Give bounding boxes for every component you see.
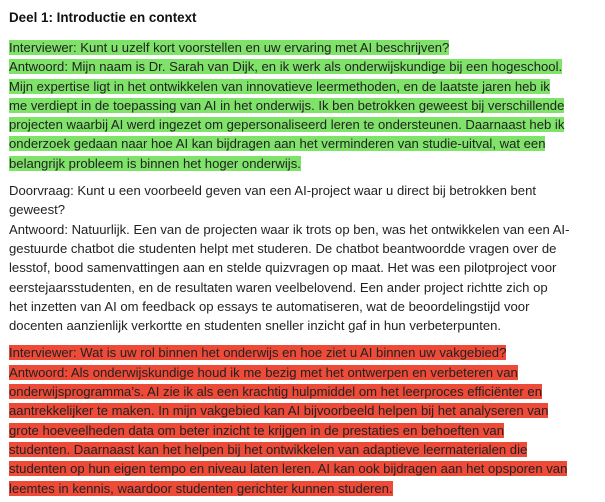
text-line: Interviewer: Wat is uw rol binnen het onderwijs en hoe ziet u AI binnen uw vakgebied? xyxy=(9,345,507,361)
text-line: Antwoord: Mijn naam is Dr. Sarah van Dijk, en ik werk als onderwijskundige bij een hogeschool. xyxy=(9,59,563,75)
text-line: Antwoord: Als onderwijskundige houd ik me bezig met het ontwerpen en verbeteren van xyxy=(9,364,518,380)
text-line: me verdiept in de toepassing van AI in het onderwijs. Ik ben betrokken geweest bij verschillende xyxy=(9,97,565,113)
text-line: leemtes in kennis, waardoor studenten gerichter kunnen studeren. xyxy=(9,480,393,496)
text-line: aantrekkelijker te maken. In mijn vakgebied kan AI bijvoorbeeld helpen bij het analyseren van xyxy=(9,403,549,419)
text-line: gestuurde chatbot die studenten helpt met studeren. De chatbot beantwoordde vragen over de xyxy=(9,240,557,256)
section-heading: Deel 1: Introductie en context xyxy=(9,10,197,25)
document-page xyxy=(9,8,599,502)
interview-block-followup xyxy=(9,181,599,335)
text-line: het inzetten van AI om feedback op essays te automatiseren, wat de beoordelingstijd voor xyxy=(9,298,530,314)
text-line: docenten aanzienlijk verkortte en studenten sneller inzicht gaf in hun verbeterpunten. xyxy=(9,318,502,334)
text-line: Antwoord: Natuurlijk. Een van de projecten waar ik trots op ben, was het ontwikkelen van een AI- xyxy=(9,221,570,237)
text-line: Doorvraag: Kunt u een voorbeeld geven van een AI-project waar u direct bij betrokken bent xyxy=(9,183,536,199)
text-line: geweest? xyxy=(9,202,66,218)
text-line: Interviewer: Kunt u uzelf kort voorstellen en uw ervaring met AI beschrijven? xyxy=(9,40,450,55)
interview-block-intro xyxy=(9,38,599,173)
text-line: studenten. Daarnaast kan het helpen bij het ontwikkelen van adaptieve leermaterialen die xyxy=(9,441,528,457)
text-line: projecten waarbij AI werd ingezet om gepersonaliseerd leren te ondersteunen. Daarnaast heb ik xyxy=(9,117,565,133)
text-line: belangrijk probleem is binnen het hoger onderwijs. xyxy=(9,155,301,171)
text-line: onderwijsprogramma’s. AI zie ik als een krachtig hulpmiddel om het leerproces efficiënter en xyxy=(9,384,542,400)
text-line: lesstof, bood samenvattingen aan en stelde quizvragen op maat. Het was een pilotproject voor xyxy=(9,260,557,276)
interview-block-role xyxy=(9,343,599,497)
text-line: onderzoek gedaan naar hoe AI kan bijdragen aan het verminderen van studie-uitval, wat een xyxy=(9,136,546,152)
text-line: studenten op hun eigen tempo en niveau laten leren. AI kan ook bijdragen aan het opsporen van xyxy=(9,461,568,477)
text-line: eerstejaarsstudenten, en de resultaten waren veelbelovend. Een ander project richtte zich op xyxy=(9,279,548,295)
text-line: grote hoeveelheden data om beter inzicht te krijgen in de prestaties en behoeften van xyxy=(9,422,504,438)
text-line: Mijn expertise ligt in het ontwikkelen van innovatieve leermethoden, en de laatste jaren heb ik xyxy=(9,78,550,94)
